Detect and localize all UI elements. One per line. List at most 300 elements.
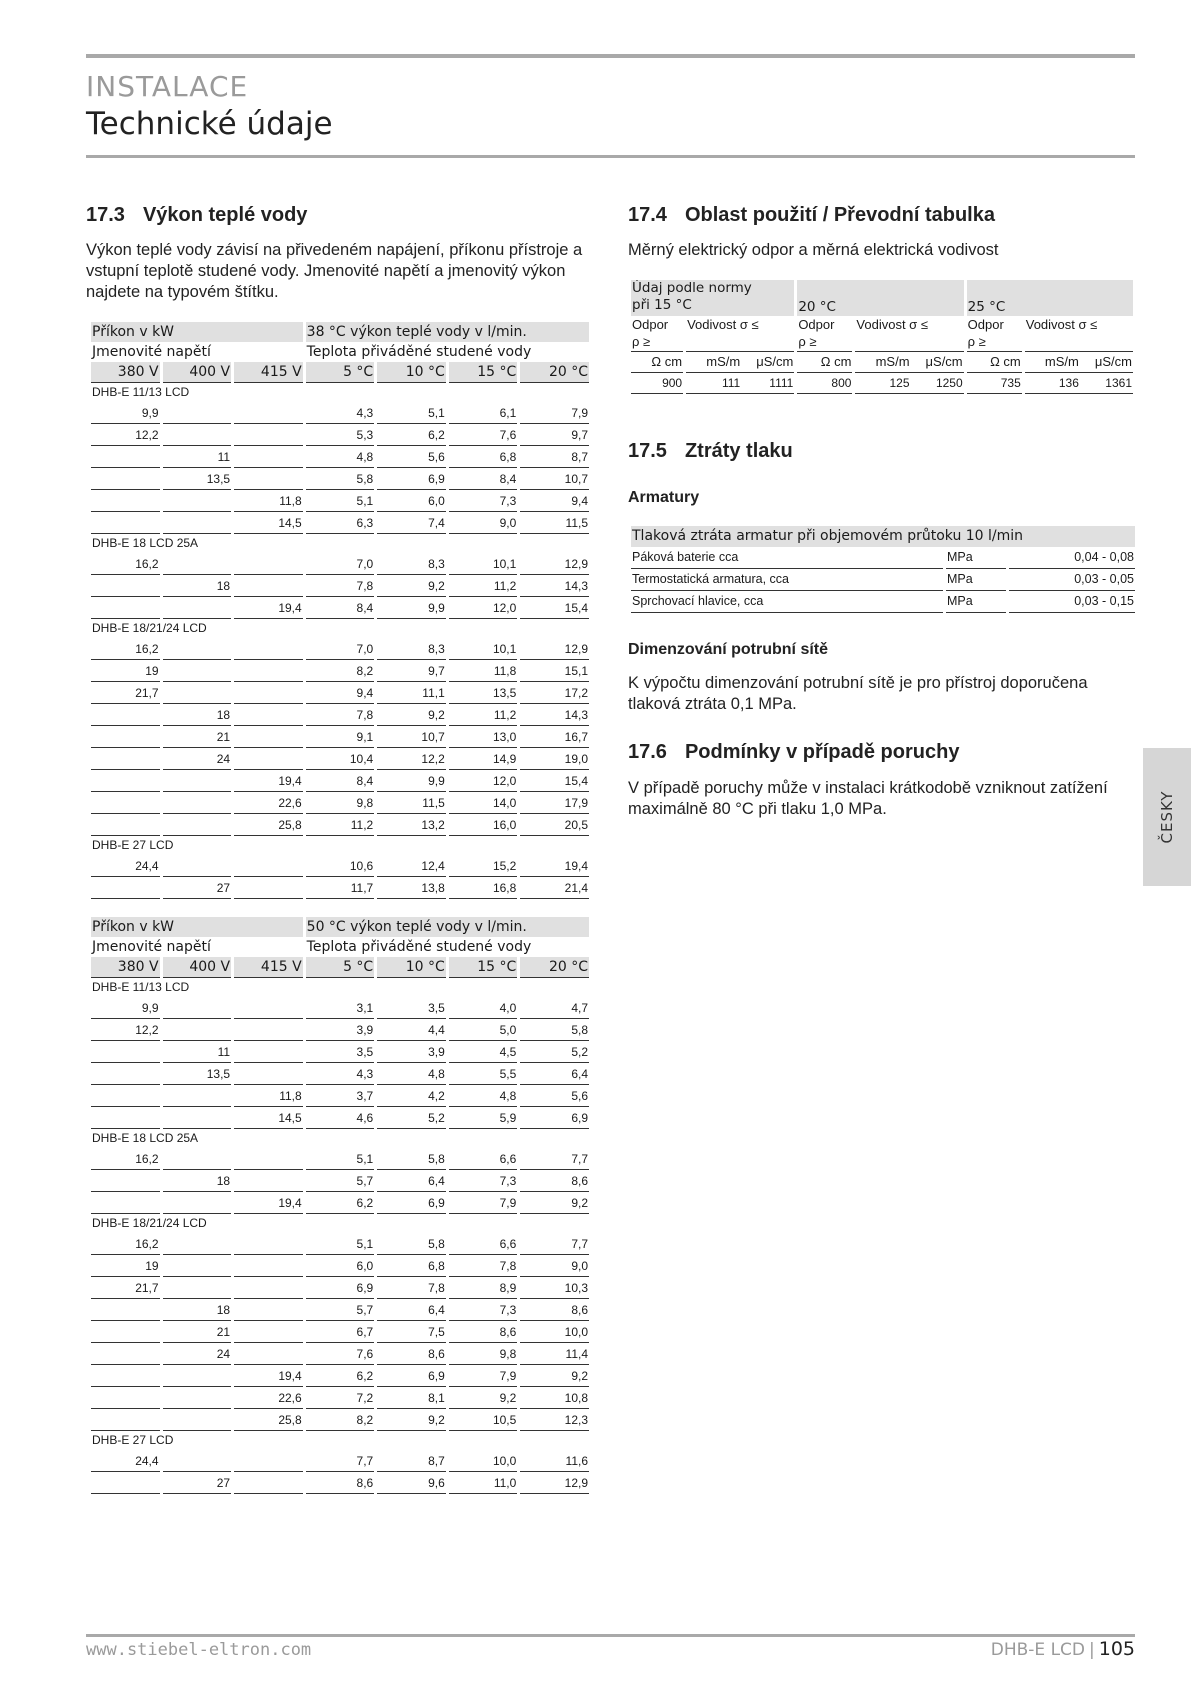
table-cell: 13,8 xyxy=(377,877,446,899)
model-group-label: DHB-E 11/13 LCD xyxy=(92,385,190,399)
table-cell xyxy=(234,1019,303,1041)
table-cell xyxy=(163,997,232,1019)
hot-water-table-50c xyxy=(88,917,592,1494)
paragraph-17-4: Měrný elektrický odpor a měrná elektrická vodivost xyxy=(628,241,999,259)
table-cell xyxy=(91,512,160,534)
table-row xyxy=(91,446,589,468)
table-cell xyxy=(163,660,232,682)
table-cell: 5,6 xyxy=(520,1085,589,1107)
table-cell: 13,5 xyxy=(163,468,232,490)
model-group-label: DHB-E 27 LCD xyxy=(92,838,174,852)
unit-cell: Ω cm xyxy=(967,352,1022,373)
table-cell xyxy=(234,877,303,899)
heading-17-5 xyxy=(628,440,793,463)
unit-cell: mS/m μS/cm xyxy=(855,352,963,373)
table-cell: 5,2 xyxy=(377,1107,446,1129)
table-cell: 9,4 xyxy=(520,490,589,512)
table-cell xyxy=(91,575,160,597)
table-cell: 5,9 xyxy=(449,1107,518,1129)
table-cell: 14,3 xyxy=(520,704,589,726)
table-cell: 8,2 xyxy=(306,660,375,682)
table-cell: 11,5 xyxy=(520,512,589,534)
table-cell: 4,0 xyxy=(449,997,518,1019)
vodivost-label: Vodivost σ ≤ xyxy=(855,316,963,352)
table-cell: 11 xyxy=(163,1041,232,1063)
value-cell: 111 1111 xyxy=(686,373,794,394)
column-header: 415 V xyxy=(234,957,303,978)
table-cell xyxy=(163,855,232,877)
table-cell xyxy=(91,726,160,748)
table-cell: 4,6 xyxy=(306,1107,375,1129)
table-cell: 25,8 xyxy=(234,814,303,836)
table-row xyxy=(91,1041,589,1063)
subheading-dimenzovani: Dimenzování potrubní sítě xyxy=(628,641,829,658)
table-cell: 10,1 xyxy=(449,553,518,575)
table-cell: 12,9 xyxy=(520,1472,589,1494)
table-cell: 17,2 xyxy=(520,682,589,704)
table-cell xyxy=(91,792,160,814)
table-cell xyxy=(234,855,303,877)
table-row xyxy=(91,1192,589,1214)
value-cell: 735 xyxy=(967,373,1022,394)
odpor-label: Odpor ρ ≥ xyxy=(797,316,852,352)
model-group-label: DHB-E 18 LCD 25A xyxy=(92,1131,199,1145)
table-cell: 27 xyxy=(163,877,232,899)
table-cell xyxy=(163,1233,232,1255)
table-cell: 4,2 xyxy=(377,1085,446,1107)
table-cell: 7,7 xyxy=(306,1450,375,1472)
table-cell xyxy=(91,1365,160,1387)
table-cell: 27 xyxy=(163,1472,232,1494)
table-cell: 8,4 xyxy=(449,468,518,490)
table-cell: 18 xyxy=(163,1170,232,1192)
table-cell xyxy=(91,1472,160,1494)
table-row xyxy=(91,1321,589,1343)
table-cell xyxy=(234,424,303,446)
table-cell: 7,0 xyxy=(306,553,375,575)
table-cell: 9,1 xyxy=(306,726,375,748)
table-cell: 4,8 xyxy=(377,1063,446,1085)
table-cell: 7,8 xyxy=(377,1277,446,1299)
table-cell: 16,7 xyxy=(520,726,589,748)
table-cell: 19,4 xyxy=(234,1192,303,1214)
table-row xyxy=(91,468,589,490)
table-row xyxy=(91,597,589,619)
values-row xyxy=(631,373,1133,394)
heading-17-4 xyxy=(628,204,995,227)
table-cell: 9,2 xyxy=(520,1192,589,1214)
table-cell xyxy=(91,446,160,468)
table-row xyxy=(91,1148,589,1170)
table-cell: 9,4 xyxy=(306,682,375,704)
table-row xyxy=(91,792,589,814)
table-cell: 7,9 xyxy=(449,1192,518,1214)
table-cell: 11,4 xyxy=(520,1343,589,1365)
table-cell: 14,9 xyxy=(449,748,518,770)
table-cell xyxy=(91,1343,160,1365)
table-cell xyxy=(234,1343,303,1365)
table-row: Sprchovací hlavice, cca MPa 0,03 - 0,15 xyxy=(631,591,1135,613)
table-row xyxy=(91,1365,589,1387)
table-cell xyxy=(234,704,303,726)
table-cell xyxy=(163,1277,232,1299)
header-prikon: Příkon v kW xyxy=(91,917,303,937)
table-cell: 6,6 xyxy=(449,1148,518,1170)
odpor-label: Odpor ρ ≥ xyxy=(631,316,683,352)
table-cell: 8,3 xyxy=(377,638,446,660)
table-cell: 9,2 xyxy=(377,575,446,597)
table-cell: 5,8 xyxy=(520,1019,589,1041)
table-cell: 5,0 xyxy=(449,1019,518,1041)
table-cell: 19 xyxy=(91,1255,160,1277)
table-cell xyxy=(91,1170,160,1192)
table-cell xyxy=(91,1409,160,1431)
table-cell: 4,8 xyxy=(449,1085,518,1107)
table-cell: 19,0 xyxy=(520,748,589,770)
table-cell: 6,2 xyxy=(306,1192,375,1214)
table-cell: 20,5 xyxy=(520,814,589,836)
table-cell: 9,9 xyxy=(377,597,446,619)
table-cell: 6,4 xyxy=(520,1063,589,1085)
table-cell: 11,5 xyxy=(377,792,446,814)
table-cell: 21 xyxy=(163,726,232,748)
table-cell xyxy=(91,468,160,490)
table-cell xyxy=(234,1063,303,1085)
table-cell: 9,2 xyxy=(377,704,446,726)
conversion-table xyxy=(628,280,1136,394)
table-cell xyxy=(91,1192,160,1214)
table-row xyxy=(91,575,589,597)
table-row xyxy=(91,1085,589,1107)
table-row xyxy=(91,770,589,792)
header-teplota: Teplota přiváděné studené vody xyxy=(306,939,532,955)
table-cell xyxy=(234,1148,303,1170)
table-cell: 13,0 xyxy=(449,726,518,748)
table-cell: 13,5 xyxy=(449,682,518,704)
table-cell: 11,1 xyxy=(377,682,446,704)
table-cell: 16,2 xyxy=(91,553,160,575)
table-cell: 8,9 xyxy=(449,1277,518,1299)
table-row xyxy=(91,1170,589,1192)
page-title: Technické údaje xyxy=(86,106,333,142)
table-cell: 19,4 xyxy=(520,855,589,877)
vodivost-label: Vodivost σ ≤ xyxy=(686,316,794,352)
table-cell: 7,7 xyxy=(520,1233,589,1255)
table-cell: 6,8 xyxy=(377,1255,446,1277)
table-cell xyxy=(91,704,160,726)
table-cell xyxy=(91,1063,160,1085)
table-row xyxy=(91,660,589,682)
table-cell: 6,2 xyxy=(377,424,446,446)
table-cell: 13,2 xyxy=(377,814,446,836)
table-cell: 14,5 xyxy=(234,512,303,534)
table-cell xyxy=(234,726,303,748)
table-cell: 12,9 xyxy=(520,638,589,660)
hot-water-table-38c xyxy=(88,322,592,899)
table-cell: 13,5 xyxy=(163,1063,232,1085)
table-cell xyxy=(163,770,232,792)
header-top-rule xyxy=(86,54,1135,58)
table-cell: 5,6 xyxy=(377,446,446,468)
table-cell: 11,0 xyxy=(449,1472,518,1494)
table-cell xyxy=(163,1409,232,1431)
table-row xyxy=(91,1255,589,1277)
table-row xyxy=(91,877,589,899)
table-cell: 11,2 xyxy=(306,814,375,836)
table-row xyxy=(91,424,589,446)
table-cell xyxy=(163,638,232,660)
table-cell xyxy=(234,402,303,424)
table-row xyxy=(91,490,589,512)
table-cell: 19,4 xyxy=(234,597,303,619)
table-cell: 12,9 xyxy=(520,553,589,575)
table-cell: 19,4 xyxy=(234,1365,303,1387)
table-cell: 7,8 xyxy=(449,1255,518,1277)
table-cell xyxy=(163,1107,232,1129)
table-cell xyxy=(91,1321,160,1343)
table-row xyxy=(91,1343,589,1365)
table-cell: 11,8 xyxy=(234,1085,303,1107)
table-cell: 4,7 xyxy=(520,997,589,1019)
table-cell xyxy=(234,660,303,682)
table-row xyxy=(91,748,589,770)
table-cell: 8,4 xyxy=(306,597,375,619)
table-cell xyxy=(163,1019,232,1041)
table-row xyxy=(91,1387,589,1409)
table-cell xyxy=(91,490,160,512)
table-cell: 12,0 xyxy=(449,597,518,619)
table-cell xyxy=(163,1255,232,1277)
table-row xyxy=(91,704,589,726)
table-cell: 15,2 xyxy=(449,855,518,877)
table-row xyxy=(91,997,589,1019)
footer-rule xyxy=(86,1634,1135,1637)
model-group-label: DHB-E 11/13 LCD xyxy=(92,980,190,994)
table-cell: 21,7 xyxy=(91,682,160,704)
heading-text: Ztráty tlaku xyxy=(684,440,793,462)
table-row xyxy=(91,855,589,877)
table-cell: 10,7 xyxy=(377,726,446,748)
table-cell: 11,8 xyxy=(449,660,518,682)
table-row xyxy=(91,682,589,704)
table-cell: 9,0 xyxy=(449,512,518,534)
table-cell xyxy=(91,1107,160,1129)
table-row: Páková baterie cca MPa 0,04 - 0,08 xyxy=(631,547,1135,569)
table-cell: 7,8 xyxy=(306,704,375,726)
table-cell: 6,0 xyxy=(377,490,446,512)
table-cell: 24,4 xyxy=(91,1450,160,1472)
table-cell: 16,2 xyxy=(91,1148,160,1170)
table-cell xyxy=(234,446,303,468)
model-group-label: DHB-E 18/21/24 LCD xyxy=(92,621,207,635)
table-cell: 8,6 xyxy=(306,1472,375,1494)
paragraph-17-3: Výkon teplé vody závisí na přivedeném napájení, příkonu přístroje a vstupní teplotě studené vody. Jmenovité napětí a jmenovitý výkon najdete na typovém štítku. xyxy=(86,241,583,301)
table-cell xyxy=(234,1233,303,1255)
table-cell: 5,7 xyxy=(306,1170,375,1192)
table-cell: 19,4 xyxy=(234,770,303,792)
table-row xyxy=(91,1409,589,1431)
table-cell xyxy=(163,1085,232,1107)
unit-cell: mS/m μS/cm xyxy=(686,352,794,373)
unit-cell: Ω cm xyxy=(631,352,683,373)
table-cell: 8,6 xyxy=(377,1343,446,1365)
table-cell: 5,2 xyxy=(520,1041,589,1063)
table-cell xyxy=(234,1472,303,1494)
table-cell xyxy=(91,597,160,619)
table-cell xyxy=(163,424,232,446)
table-cell: 3,1 xyxy=(306,997,375,1019)
table-cell: 16,0 xyxy=(449,814,518,836)
table-cell: 3,5 xyxy=(306,1041,375,1063)
pressure-loss-title: Tlaková ztráta armatur při objemovém průtoku 10 l/min xyxy=(631,526,1135,547)
odpor-label: Odpor ρ ≥ xyxy=(967,316,1022,352)
table-cell xyxy=(91,748,160,770)
table-cell: 10,3 xyxy=(520,1277,589,1299)
table-cell: 8,6 xyxy=(520,1299,589,1321)
table-cell xyxy=(163,814,232,836)
table-row xyxy=(91,1450,589,1472)
table-cell: 5,8 xyxy=(377,1148,446,1170)
table-cell: 5,1 xyxy=(377,402,446,424)
table-cell: 8,7 xyxy=(377,1450,446,1472)
table-cell xyxy=(234,468,303,490)
page-number: 105 xyxy=(1098,1638,1135,1660)
table-cell: 24 xyxy=(163,1343,232,1365)
table-cell xyxy=(234,553,303,575)
header-title: 50 °C výkon teplé vody v l/min. xyxy=(306,917,589,937)
table-cell: 3,9 xyxy=(377,1041,446,1063)
table-cell: 7,3 xyxy=(449,490,518,512)
pressure-loss-table xyxy=(628,526,1138,613)
column-header: 415 V xyxy=(234,362,303,383)
table-cell: 16,8 xyxy=(449,877,518,899)
table-cell: 4,3 xyxy=(306,402,375,424)
table-cell: 3,9 xyxy=(306,1019,375,1041)
column-header: 5 °C xyxy=(306,957,375,978)
table-cell xyxy=(91,1299,160,1321)
table-cell: 11,2 xyxy=(449,575,518,597)
table-cell xyxy=(234,682,303,704)
table-cell: 7,3 xyxy=(449,1170,518,1192)
table-cell: 7,2 xyxy=(306,1387,375,1409)
table-cell: 9,6 xyxy=(377,1472,446,1494)
norm-header: Údaj podle normy při 15 °C xyxy=(631,280,794,316)
table-cell: 9,0 xyxy=(520,1255,589,1277)
table-cell: 10,0 xyxy=(520,1321,589,1343)
column-header: 10 °C xyxy=(377,957,446,978)
table-cell: 11,8 xyxy=(234,490,303,512)
table-cell: 18 xyxy=(163,575,232,597)
table-cell xyxy=(163,792,232,814)
table-cell: 12,2 xyxy=(377,748,446,770)
table-cell: 19 xyxy=(91,660,160,682)
table-cell xyxy=(163,597,232,619)
table-cell xyxy=(91,877,160,899)
table-cell: 21,7 xyxy=(91,1277,160,1299)
table-cell: 9,9 xyxy=(377,770,446,792)
column-header: 400 V xyxy=(163,362,232,383)
model-group-label: DHB-E 27 LCD xyxy=(92,1433,174,1447)
table-cell: 24 xyxy=(163,748,232,770)
table-cell: 8,4 xyxy=(306,770,375,792)
table-cell: 25,8 xyxy=(234,1409,303,1431)
table-cell: 6,9 xyxy=(377,1365,446,1387)
table-cell: 6,9 xyxy=(306,1277,375,1299)
paragraph-17-6: V případě poruchy může v instalaci krátkodobě vzniknout zatížení maximálně 80 °C při tlaku 1,0 MPa. xyxy=(628,779,1108,818)
table-cell: 6,9 xyxy=(377,1192,446,1214)
footer-info xyxy=(991,1638,1135,1660)
table-cell: 5,1 xyxy=(306,1233,375,1255)
table-cell: 7,6 xyxy=(449,424,518,446)
table-cell: 17,9 xyxy=(520,792,589,814)
table-row xyxy=(91,814,589,836)
column-header: 400 V xyxy=(163,957,232,978)
table-cell: 9,7 xyxy=(520,424,589,446)
column-header: 20 °C xyxy=(520,957,589,978)
unit-cell: mS/m μS/cm xyxy=(1025,352,1133,373)
language-tab[interactable] xyxy=(1143,748,1191,886)
table-row xyxy=(91,638,589,660)
table-cell: 5,8 xyxy=(377,1233,446,1255)
value-cell: 800 xyxy=(797,373,852,394)
table-cell: 6,4 xyxy=(377,1299,446,1321)
column-header: 10 °C xyxy=(377,362,446,383)
footer-separator: | xyxy=(1089,1640,1095,1660)
table-cell: 8,7 xyxy=(520,446,589,468)
column-header: 15 °C xyxy=(449,957,518,978)
heading-17-6 xyxy=(628,741,959,764)
table-cell: 4,5 xyxy=(449,1041,518,1063)
value-cell: 900 xyxy=(631,373,683,394)
table-cell: 7,9 xyxy=(449,1365,518,1387)
table-cell xyxy=(234,575,303,597)
table-cell xyxy=(234,1299,303,1321)
table-cell: 5,3 xyxy=(306,424,375,446)
table-cell: 9,8 xyxy=(449,1343,518,1365)
table-cell: 7,9 xyxy=(520,402,589,424)
table-cell: 9,9 xyxy=(91,997,160,1019)
temp-20-header: 20 °C xyxy=(797,280,963,316)
model-group-label: DHB-E 18/21/24 LCD xyxy=(92,1216,207,1230)
table-cell xyxy=(163,1148,232,1170)
table-cell: 14,0 xyxy=(449,792,518,814)
footer-url[interactable]: www.stiebel-eltron.com xyxy=(86,1640,312,1660)
table-cell: 18 xyxy=(163,704,232,726)
table-cell: 11 xyxy=(163,446,232,468)
table-cell: 10,0 xyxy=(449,1450,518,1472)
table-cell: 3,7 xyxy=(306,1085,375,1107)
table-cell: 7,4 xyxy=(377,512,446,534)
table-cell xyxy=(163,1192,232,1214)
table-cell: 15,4 xyxy=(520,770,589,792)
column-header: 15 °C xyxy=(449,362,518,383)
table-cell xyxy=(91,814,160,836)
table-row xyxy=(91,553,589,575)
header-title: 38 °C výkon teplé vody v l/min. xyxy=(306,322,589,342)
header-teplota: Teplota přiváděné studené vody xyxy=(306,344,532,360)
column-header: 20 °C xyxy=(520,362,589,383)
table-cell: 15,1 xyxy=(520,660,589,682)
table-row: Termostatická armatura, cca MPa 0,03 - 0,05 xyxy=(631,569,1135,591)
table-cell: 9,8 xyxy=(306,792,375,814)
footer-product: DHB-E LCD xyxy=(990,1640,1085,1660)
table-row xyxy=(91,402,589,424)
table-cell: 21 xyxy=(163,1321,232,1343)
table-cell: 9,7 xyxy=(377,660,446,682)
value-cell: 136 1361 xyxy=(1025,373,1133,394)
table-cell: 11,6 xyxy=(520,1450,589,1472)
table-cell: 21,4 xyxy=(520,877,589,899)
